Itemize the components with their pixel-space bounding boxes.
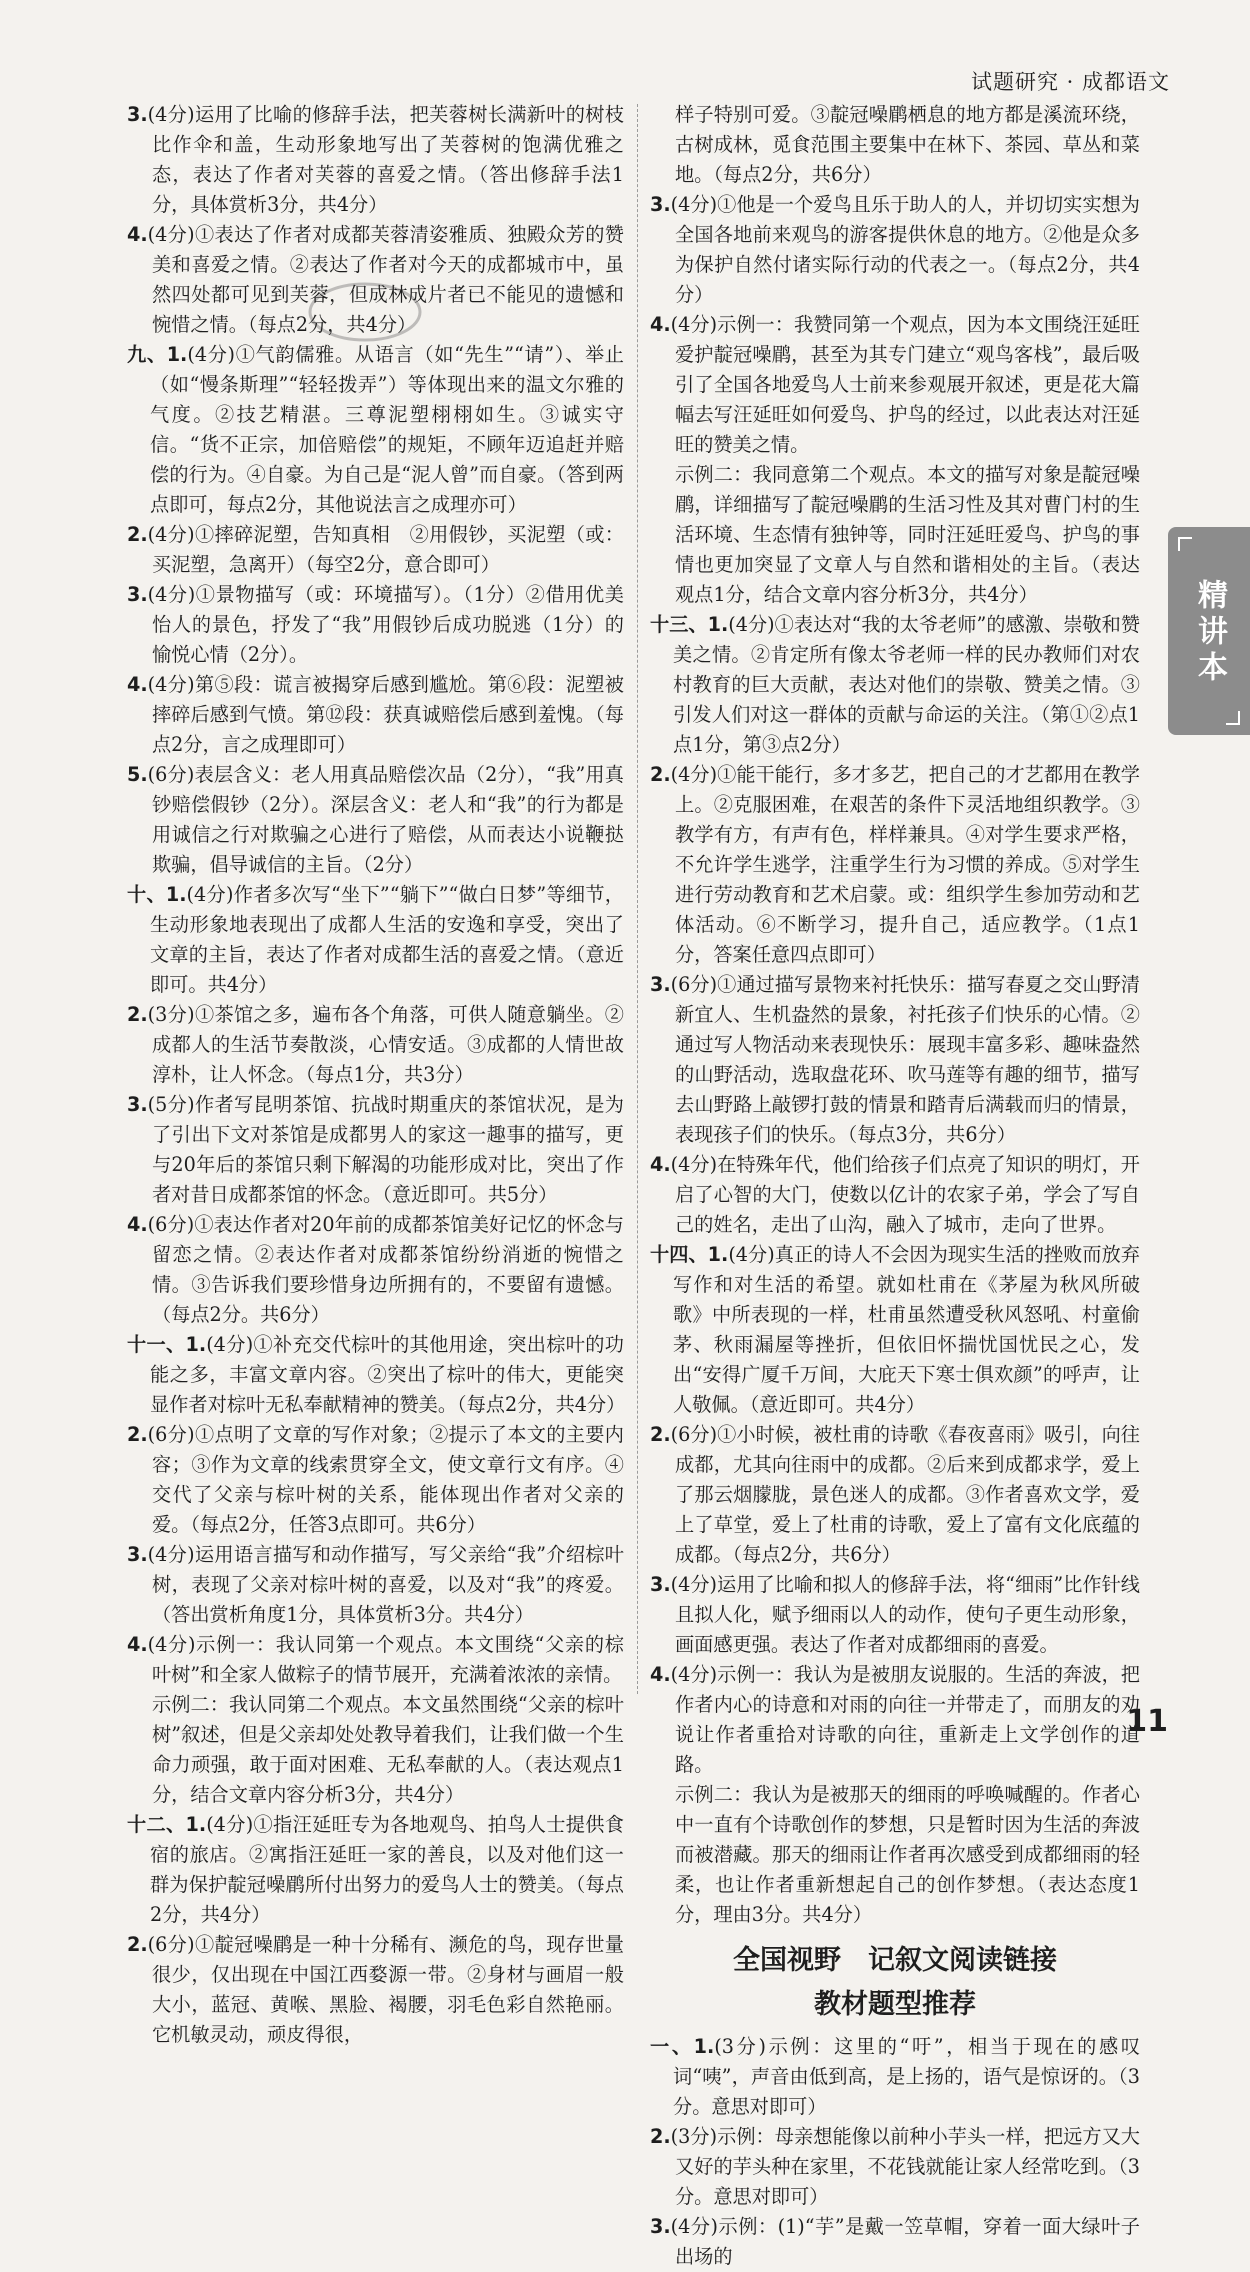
answer-number: 4.	[650, 1663, 671, 1686]
answer-item	[650, 610, 1140, 760]
answer-item	[127, 100, 624, 220]
answer-item	[650, 2032, 1140, 2122]
answer-number: 3.	[127, 1093, 148, 1116]
answer-number: 4.	[127, 223, 148, 246]
answer-text: (6分)①点明了文章的写作对象；②提示了本文的主要内容；③作为文章的线索贯穿全文，使文章行文有序。④交代了父亲与棕叶树的关系，能体现出作者对父亲的爱。（每点2分，任答3点即可。共6分）	[147, 1423, 624, 1536]
answer-item	[650, 2122, 1140, 2212]
column-divider	[637, 104, 638, 1694]
answer-number: 5.	[127, 763, 148, 786]
answer-item	[650, 1780, 1140, 1930]
answer-number: 十、1.	[127, 883, 187, 906]
answer-text: (4分)①补充交代棕叶的其他用途，突出棕叶的功能之多，丰富文章内容。②突出了棕叶的伟大，更能突显作者对棕叶无私奉献精神的赞美。（每点2分，共4分）	[150, 1333, 626, 1416]
answer-item	[650, 1660, 1140, 1780]
answer-text: (4分)①摔碎泥塑，告知真相 ②用假钞，买泥塑（或：买泥塑，急离开）（每空2分，意合即可）	[147, 523, 624, 576]
answer-text: (6分)①通过描写景物来衬托快乐：描写春夏之交山野清新宜人、生机盎然的景象，衬托孩子们快乐的心情。②通过写人物活动来表现快乐：展现丰富多彩、趣味盎然的山野活动，选取盘花环、吹马莲等有趣的细节，描写去山野路上敲锣打鼓的情景和踏青后满载而归的情景，表现孩子们的快乐。（每点3分，共6分）	[670, 973, 1140, 1146]
answer-text: (4分)运用语言描写和动作描写，写父亲给“我”介绍棕叶树，表现了父亲对棕叶树的喜爱，以及对“我”的疼爱。（答出赏析角度1分，具体赏析3分。共4分）	[147, 1543, 624, 1626]
answer-item	[127, 670, 624, 760]
answer-text: (6分)①靛冠噪鹛是一种十分稀有、濒危的鸟，现存世量很少，仅出现在中国江西婺源一带。②身材与画眉一般大小，蓝冠、黄喉、黑脸、褐腰，羽毛色彩自然艳丽。它机敏灵动，顽皮得很，	[147, 1933, 624, 2046]
answer-item	[127, 1930, 624, 2050]
answer-text: (3分)示例：母亲想能像以前种小芋头一样，把远方又大又好的芋头种在家里，不花钱就能让家人经常吃到。（3分。意思对即可）	[670, 2125, 1140, 2208]
answer-item	[127, 340, 624, 520]
answer-text: (3分)示例：这里的“吁”，相当于现在的感叹词“咦”，声音由低到高，是上扬的，语气是惊讶的。（3分。意思对即可）	[673, 2035, 1141, 2118]
answer-item	[650, 970, 1140, 1150]
answer-item	[127, 1690, 624, 1810]
answer-item	[650, 760, 1140, 970]
section-title: 全国视野 记叙文阅读链接	[733, 1945, 1057, 1976]
answer-column-right	[650, 100, 1141, 2268]
answer-item	[650, 1570, 1140, 1660]
page-number: 11	[1126, 1704, 1168, 1739]
answer-number: 2.	[127, 1003, 148, 1026]
answer-item	[127, 1210, 624, 1330]
answer-number: 2.	[127, 1933, 148, 1956]
side-tab-label: 精讲本	[1192, 579, 1227, 687]
answer-text: (4分)示例一：我认同第一个观点。本文围绕“父亲的棕叶树”和全家人做粽子的情节展开，充满着浓浓的亲情。	[147, 1633, 624, 1686]
answer-number: 3.	[127, 103, 148, 126]
side-tab-jingjiangben	[1168, 527, 1250, 735]
answer-text: (4分)①指汪延旺专为各地观鸟、拍鸟人士提供食宿的旅店。②寓指汪延旺一家的善良，以及对他们这一群为保护靛冠噪鹛所付出努力的爱鸟人士的赞美。（每点2分，共4分）	[150, 1813, 624, 1926]
answer-text: (6分)①小时候，被杜甫的诗歌《春夜喜雨》吸引，向往成都，尤其向往雨中的成都。②后来到成都求学，爱上了那云烟朦胧，景色迷人的成都。③作者喜欢文学，爱上了草堂，爱上了杜甫的诗歌，爱上了富有文化底蕴的成都。（每点2分，共6分）	[670, 1423, 1140, 1566]
answer-text: (4分)①他是一个爱鸟且乐于助人的人，并切切实实想为全国各地前来观鸟的游客提供休息的地方。②他是众多为保护自然付诸实际行动的代表之一。（每点2分，共4分）	[670, 193, 1140, 306]
answer-text: (4分)①表达对“我的太爷老师”的感激、崇敬和赞美之情。②肯定所有像太爷老师一样的民办教师们对农村教育的巨大贡献，表达对他们的崇敬、赞美之情。③引发人们对这一群体的贡献与命运的关注。（第①②点1点1分，第③点2分）	[673, 613, 1141, 756]
answer-number: 十二、1.	[127, 1813, 207, 1836]
answer-item	[127, 1090, 624, 1210]
answer-item	[127, 580, 624, 670]
answer-number: 3.	[127, 1543, 148, 1566]
answer-number: 2.	[650, 1423, 671, 1446]
answer-item	[650, 460, 1140, 610]
answer-text: (6分)表层含义：老人用真品赔偿次品（2分），“我”用真钞赔偿假钞（2分）。深层含义：老人和“我”的行为都是用诚信之行对欺骗之心进行了赔偿，从而表达小说鞭挞欺骗，倡导诚信的主旨。（2分）	[147, 763, 624, 876]
answer-text: (4分)①表达了作者对成都芙蓉清姿雅质、独殿众芳的赞美和喜爱之情。②表达了作者对今天的成都城市中，虽然四处都可见到芙蓉，但成林成片者已不能见的遗憾和惋惜之情。（每点2分，共4分）	[147, 223, 624, 336]
answer-column-left	[127, 100, 626, 2046]
answer-text: (4分)运用了比喻和拟人的修辞手法，将“细雨”比作针线且拟人化，赋予细雨以人的动作，使句子更生动形象，画面感更强。表达了作者对成都细雨的喜爱。	[670, 1573, 1140, 1656]
answer-item	[127, 520, 624, 580]
answer-text: (4分)第⑤段：谎言被揭穿后感到尴尬。第⑥段：泥塑被摔碎后感到气愤。第⑫段：获真诚赔偿后感到羞愧。（每点2分，言之成理即可）	[147, 673, 624, 756]
answer-item	[127, 1630, 624, 1690]
answer-text: (4分)运用了比喻的修辞手法，把芙蓉树长满新叶的树枝比作伞和盖，生动形象地写出了芙蓉树的饱满优雅之态，表达了作者对芙蓉的喜爱之情。（答出修辞手法1分，具体赏析3分，共4分）	[147, 103, 624, 216]
answer-item	[650, 1420, 1140, 1570]
answer-text: (3分)①茶馆之多，遍布各个角落，可供人随意躺坐。②成都人的生活节奏散淡，心情安适。③成都的人情世故淳朴，让人怀念。（每点1分，共3分）	[147, 1003, 624, 1086]
answer-item	[650, 190, 1140, 310]
answer-number: 十四、1.	[650, 1243, 729, 1266]
answer-text: 示例二：我认为是被那天的细雨的呼唤喊醒的。作者心中一直有个诗歌创作的梦想，只是暂时因为生活的奔波而被潜藏。那天的细雨让作者再次感受到成都细雨的轻柔，也让作者重新想起自己的创作梦想。（表达态度1分，理由3分。共4分）	[674, 1783, 1140, 1926]
answer-text: (4分)真正的诗人不会因为现实生活的挫败而放弃写作和对生活的希望。就如杜甫在《茅屋为秋风所破歌》中所表现的一样，杜甫虽然遭受秋风怒吼、村童偷茅、秋雨漏屋等挫折，但依旧怀揣忧国忧民之心，发出“安得广厦千万间，大庇天下寒士俱欢颜”的呼声，让人敬佩。（意近即可。共4分）	[673, 1243, 1140, 1416]
answer-text: (4分)示例一：我赞同第一个观点，因为本文围绕汪延旺爱护靛冠噪鹛，甚至为其专门建立“观鸟客栈”，最后吸引了全国各地爱鸟人士前来参观展开叙述，更是花大篇幅去写汪延旺如何爱鸟、护鸟的经过，以此表达对汪延旺的赞美之情。	[670, 313, 1140, 456]
answer-number: 3.	[650, 193, 671, 216]
answer-number: 3.	[650, 973, 671, 996]
answer-number: 4.	[650, 313, 671, 336]
answer-text: 样子特别可爱。③靛冠噪鹛栖息的地方都是溪流环绕，古树成林，觅食范围主要集中在林下、茶园、草丛和菜地。（每点2分，共6分）	[674, 103, 1140, 186]
answer-number: 3.	[650, 1573, 671, 1596]
answer-number: 2.	[127, 523, 148, 546]
answer-number: 4.	[127, 673, 148, 696]
answer-text: 示例二：我同意第二个观点。本文的描写对象是靛冠噪鹛，详细描写了靛冠噪鹛的生活习性及其对曹门村的生活环境、生态情有独钟等，同时汪延旺爱鸟、护鸟的事情也更加突显了文章人与自然和谐相处的主旨。（表达观点1分，结合文章内容分析3分，共4分）	[674, 463, 1140, 606]
answer-item	[127, 220, 624, 340]
answer-number: 3.	[650, 2215, 671, 2238]
answer-text: (6分)①表达作者对20年前的成都茶馆美好记忆的怀念与留恋之情。②表达作者对成都茶馆纷纷消逝的惋惜之情。③告诉我们要珍惜身边所拥有的，不要留有遗憾。（每点2分。共6分）	[147, 1213, 624, 1326]
answer-text: (5分)作者写昆明茶馆、抗战时期重庆的茶馆状况，是为了引出下文对茶馆是成都男人的家这一趣事的描写，更与20年后的茶馆只剩下解渴的功能形成对比，突出了作者对昔日成都茶馆的怀念。（意近即可。共5分）	[147, 1093, 624, 1206]
answer-text: (4分)①能干能行，多才多艺，把自己的才艺都用在教学上。②克服困难，在艰苦的条件下灵活地组织教学。③教学有方，有声有色，样样兼具。④对学生要求严格，不允许学生逃学，注重学生行为习惯的养成。⑤对学生进行劳动教育和艺术启蒙。或：组织学生参加劳动和艺体活动。⑥不断学习，提升自己，适应教学。（1点1分，答案任意四点即可）	[670, 763, 1140, 966]
answer-item	[650, 310, 1140, 460]
answer-number: 九、1.	[127, 343, 188, 366]
answer-text: (4分)示例：(1)“芋”是戴一笠草帽，穿着一面大绿叶子出场的	[670, 2215, 1140, 2268]
answer-text: (4分)作者多次写“坐下”“躺下”“做白日梦”等细节，生动形象地表现出了成都人生活的安逸和享受，突出了文章的主旨，表达了作者对成都生活的喜爱之情。（意近即可。共4分）	[150, 883, 624, 996]
answer-text: (4分)①气韵儒雅。从语言（如“先生”“请”）、举止（如“慢条斯理”“轻轻拨弄”）等体现出来的温文尔雅的气度。②技艺精湛。三尊泥塑栩栩如生。③诚实守信。“货不正宗，加倍赔偿”的规矩，不顾年迈追赶并赔偿的行为。④自豪。为自己是“泥人曾”而自豪。（答到两点即可，每点2分，其他说法言之成理亦可）	[150, 343, 624, 516]
answer-number: 一、1.	[650, 2035, 715, 2058]
answer-item	[127, 1810, 624, 1930]
answer-number: 2.	[650, 763, 671, 786]
answer-item	[127, 1420, 624, 1540]
answer-item	[650, 2212, 1140, 2272]
answer-number: 2.	[650, 2125, 671, 2148]
answer-number: 4.	[127, 1213, 148, 1236]
answer-number: 十一、1.	[127, 1333, 207, 1356]
answer-item	[127, 1000, 624, 1090]
page-header: 试题研究 · 成都语文	[970, 70, 1170, 94]
answer-number: 3.	[127, 583, 148, 606]
answer-item	[127, 760, 624, 880]
answer-item	[650, 1240, 1140, 1420]
answer-number: 2.	[127, 1423, 148, 1446]
answer-text: (4分)①景物描写（或：环境描写）。（1分）②借用优美怡人的景色，抒发了“我”用假钞后成功脱逃（1分）的愉悦心情（2分）。	[147, 583, 624, 666]
answer-text: 示例二：我认同第二个观点。本文虽然围绕“父亲的棕叶树”叙述，但是父亲却处处教导着我们，让我们做一个生命力顽强，敢于面对困难、无私奉献的人。（表达观点1分，结合文章内容分析3分，共4分）	[151, 1693, 624, 1806]
answer-number: 十三、1.	[650, 613, 729, 636]
answer-text: (4分)在特殊年代，他们给孩子们点亮了知识的明灯，开启了心智的大门，使数以亿计的农家子弟，学会了写自己的姓名，走出了山沟，融入了城市，走向了世界。	[670, 1153, 1140, 1236]
answer-item	[127, 1330, 624, 1420]
section-subtitle: 教材题型推荐	[814, 1989, 976, 2020]
answer-item	[127, 880, 624, 1000]
answer-item	[650, 1150, 1140, 1240]
answer-number: 4.	[127, 1633, 148, 1656]
answer-text: (4分)示例一：我认为是被朋友说服的。生活的奔波，把作者内心的诗意和对雨的向往一并带走了，而朋友的劝说让作者重拾对诗歌的向往，重新走上文学创作的道路。	[670, 1663, 1140, 1776]
answer-number: 4.	[650, 1153, 671, 1176]
answer-item	[650, 100, 1140, 190]
answer-item	[127, 1540, 624, 1630]
